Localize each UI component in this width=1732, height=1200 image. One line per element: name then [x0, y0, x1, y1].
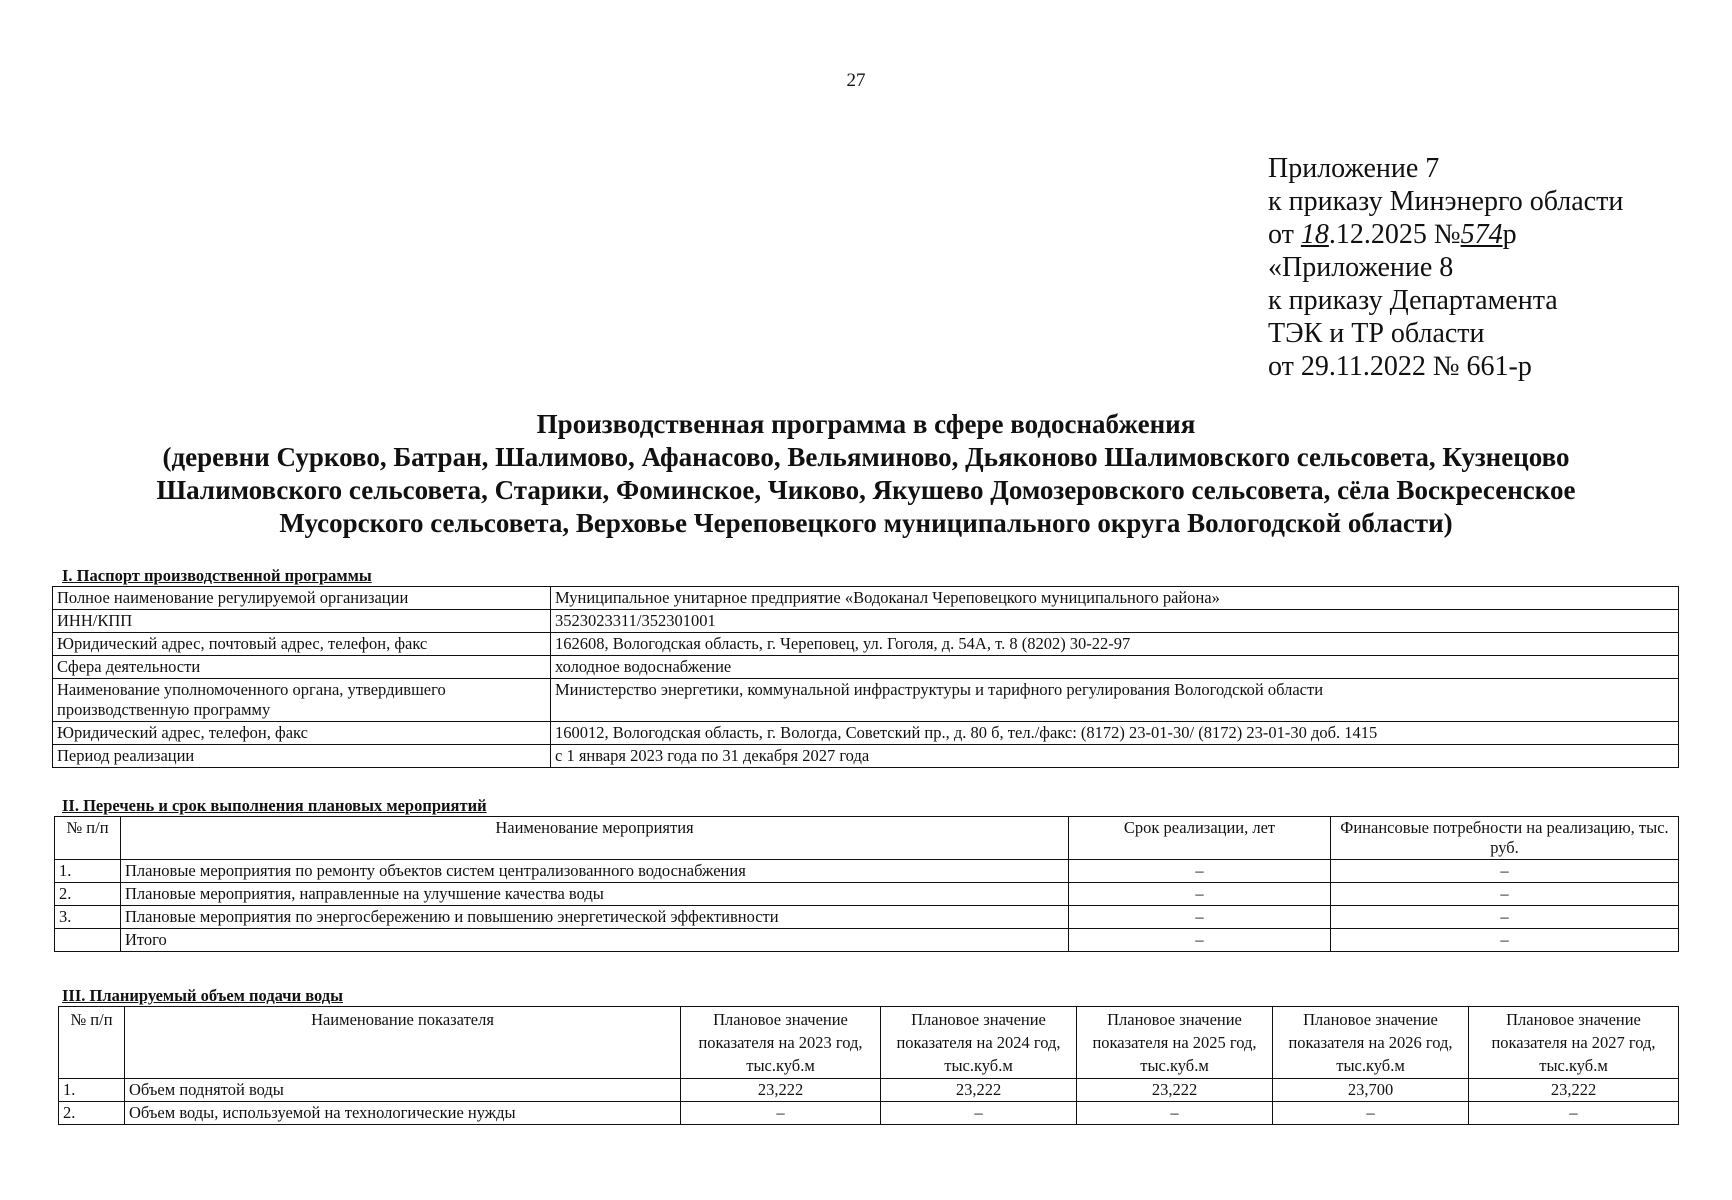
title-line: Мусорского сельсовета, Верховье Череповецкого муниципального округа Вологодской области) [279, 508, 1453, 538]
measure-name-cell: Плановые мероприятия по ремонту объектов систем централизованного водоснабжения [121, 860, 1069, 883]
table-row [53, 745, 1679, 768]
col-header-measure: Наименование мероприятия [121, 817, 1069, 860]
table-row [53, 722, 1679, 745]
passport-value-cell: 162608, Вологодская область, г. Череповец, ул. Гоголя, д. 54А, т. 8 (8202) 30-22-97 [551, 633, 1679, 656]
measure-name-cell: Плановые мероприятия по энергосбережению и повышению энергетической эффективности [121, 906, 1069, 929]
table-row [55, 906, 1679, 929]
measure-name-cell: Итого [121, 929, 1069, 952]
value-2026-cell: 23,700 [1273, 1079, 1469, 1102]
col-header-2025: Плановое значение показателя на 2025 год, тыс.куб.м [1077, 1007, 1273, 1079]
appendix-line: «Приложение 8 [1268, 252, 1454, 283]
title-line: Производственная программа в сфере водоснабжения [536, 409, 1196, 439]
section3-title: III. Планируемый объем подачи воды [62, 986, 343, 1005]
value-2026-cell: – [1273, 1102, 1469, 1125]
row-number-cell: 2. [55, 883, 121, 906]
finance-cell: – [1331, 883, 1679, 906]
passport-label-cell: Период реализации [53, 745, 551, 768]
passport-label-cell: Юридический адрес, почтовый адрес, телефон, факс [53, 633, 551, 656]
title-line: Шалимовского сельсовета, Старики, Фоминское, Чиково, Якушево Домозеровского сельсовета, сёла Воскресенское [156, 475, 1576, 505]
col-header-number: № п/п [55, 817, 121, 860]
term-cell: – [1069, 906, 1331, 929]
appendix-line: к приказу Минэнерго области [1268, 186, 1624, 217]
value-2027-cell: 23,222 [1469, 1079, 1679, 1102]
row-number-cell: 1. [55, 860, 121, 883]
water-supply-table [58, 1006, 1679, 1125]
measures-table [54, 816, 1679, 952]
passport-value-cell: 160012, Вологодская область, г. Вологда, Советский пр., д. 80 б, тел./факс: (8172) 23-01-30/ (8172) 23-01-30 доб. 1415 [551, 722, 1679, 745]
passport-label-cell: Полное наименование регулируемой организации [53, 587, 551, 610]
appendix-date-mid: .12.2025 № [1328, 219, 1461, 250]
table-row [55, 860, 1679, 883]
passport-label-cell: Сфера деятельности [53, 656, 551, 679]
page-number: 27 [846, 70, 866, 91]
appendix-date-prefix: от [1268, 219, 1301, 250]
term-cell: – [1069, 883, 1331, 906]
appendix-date-line [1268, 218, 1623, 251]
table-row [53, 656, 1679, 679]
document-title [60, 408, 1672, 540]
value-2023-cell: 23,222 [681, 1079, 881, 1102]
col-header-2023: Плановое значение показателя на 2023 год, тыс.куб.м [681, 1007, 881, 1079]
passport-value-cell: Муниципальное унитарное предприятие «Водоканал Череповецкого муниципального района» [551, 587, 1679, 610]
table-row [53, 610, 1679, 633]
value-2025-cell: – [1077, 1102, 1273, 1125]
term-cell: – [1069, 860, 1331, 883]
value-2027-cell: – [1469, 1102, 1679, 1125]
col-header-2027: Плановое значение показателя на 2027 год, тыс.куб.м [1469, 1007, 1679, 1079]
col-header-2024: Плановое значение показателя на 2024 год, тыс.куб.м [881, 1007, 1077, 1079]
passport-label-cell: Наименование уполномоченного органа, утвердившего производственную программу [53, 679, 551, 722]
col-header-finance: Финансовые потребности на реализацию, тыс. руб. [1331, 817, 1679, 860]
row-number-cell: 3. [55, 906, 121, 929]
appendix-line: от 29.11.2022 № 661-р [1268, 351, 1532, 382]
passport-table [52, 586, 1679, 768]
passport-value-cell: 3523023311/352301001 [551, 610, 1679, 633]
appendix-line: Приложение 7 [1268, 153, 1440, 184]
passport-value-cell: холодное водоснабжение [551, 656, 1679, 679]
section2-title: II. Перечень и срок выполнения плановых мероприятий [62, 796, 487, 815]
passport-value-cell: с 1 января 2023 года по 31 декабря 2027 года [551, 745, 1679, 768]
row-number-cell: 1. [59, 1079, 125, 1102]
handwritten-day: 18 [1300, 219, 1329, 250]
table-row [55, 929, 1679, 952]
col-header-2026: Плановое значение показателя на 2026 год, тыс.куб.м [1273, 1007, 1469, 1079]
appendix-line: к приказу Департамента [1268, 285, 1558, 316]
value-2024-cell: 23,222 [881, 1079, 1077, 1102]
finance-cell: – [1331, 860, 1679, 883]
title-line: (деревни Сурково, Батран, Шалимово, Афанасово, Вельяминово, Дьяконово Шалимовского сельсовета, Кузнецово [162, 442, 1570, 472]
appendix-line: ТЭК и ТР области [1268, 318, 1485, 349]
col-header-term: Срок реализации, лет [1069, 817, 1331, 860]
indicator-name-cell: Объем воды, используемой на технологические нужды [125, 1102, 681, 1125]
value-2023-cell: – [681, 1102, 881, 1125]
handwritten-order-number: 574 [1460, 219, 1503, 250]
table-row [55, 883, 1679, 906]
indicator-name-cell: Объем поднятой воды [125, 1079, 681, 1102]
table-row [53, 633, 1679, 656]
passport-label-cell: ИНН/КПП [53, 610, 551, 633]
value-2025-cell: 23,222 [1077, 1079, 1273, 1102]
appendix-date-suffix: р [1502, 219, 1517, 250]
row-number-cell [55, 929, 121, 952]
finance-cell: – [1331, 929, 1679, 952]
col-header-number: № п/п [59, 1007, 125, 1079]
finance-cell: – [1331, 906, 1679, 929]
row-number-cell: 2. [59, 1102, 125, 1125]
term-cell: – [1069, 929, 1331, 952]
measure-name-cell: Плановые мероприятия, направленные на улучшение качества воды [121, 883, 1069, 906]
value-2024-cell: – [881, 1102, 1077, 1125]
col-header-indicator: Наименование показателя [125, 1007, 681, 1079]
passport-label-cell: Юридический адрес, телефон, факс [53, 722, 551, 745]
section1-title: I. Паспорт производственной программы [62, 566, 372, 585]
passport-value-cell: Министерство энергетики, коммунальной инфраструктуры и тарифного регулирования Вологодской области [551, 679, 1679, 722]
table-row [53, 587, 1679, 610]
appendix-block [1268, 152, 1623, 383]
table-row [53, 679, 1679, 722]
table-row [59, 1102, 1679, 1125]
table-row [59, 1079, 1679, 1102]
